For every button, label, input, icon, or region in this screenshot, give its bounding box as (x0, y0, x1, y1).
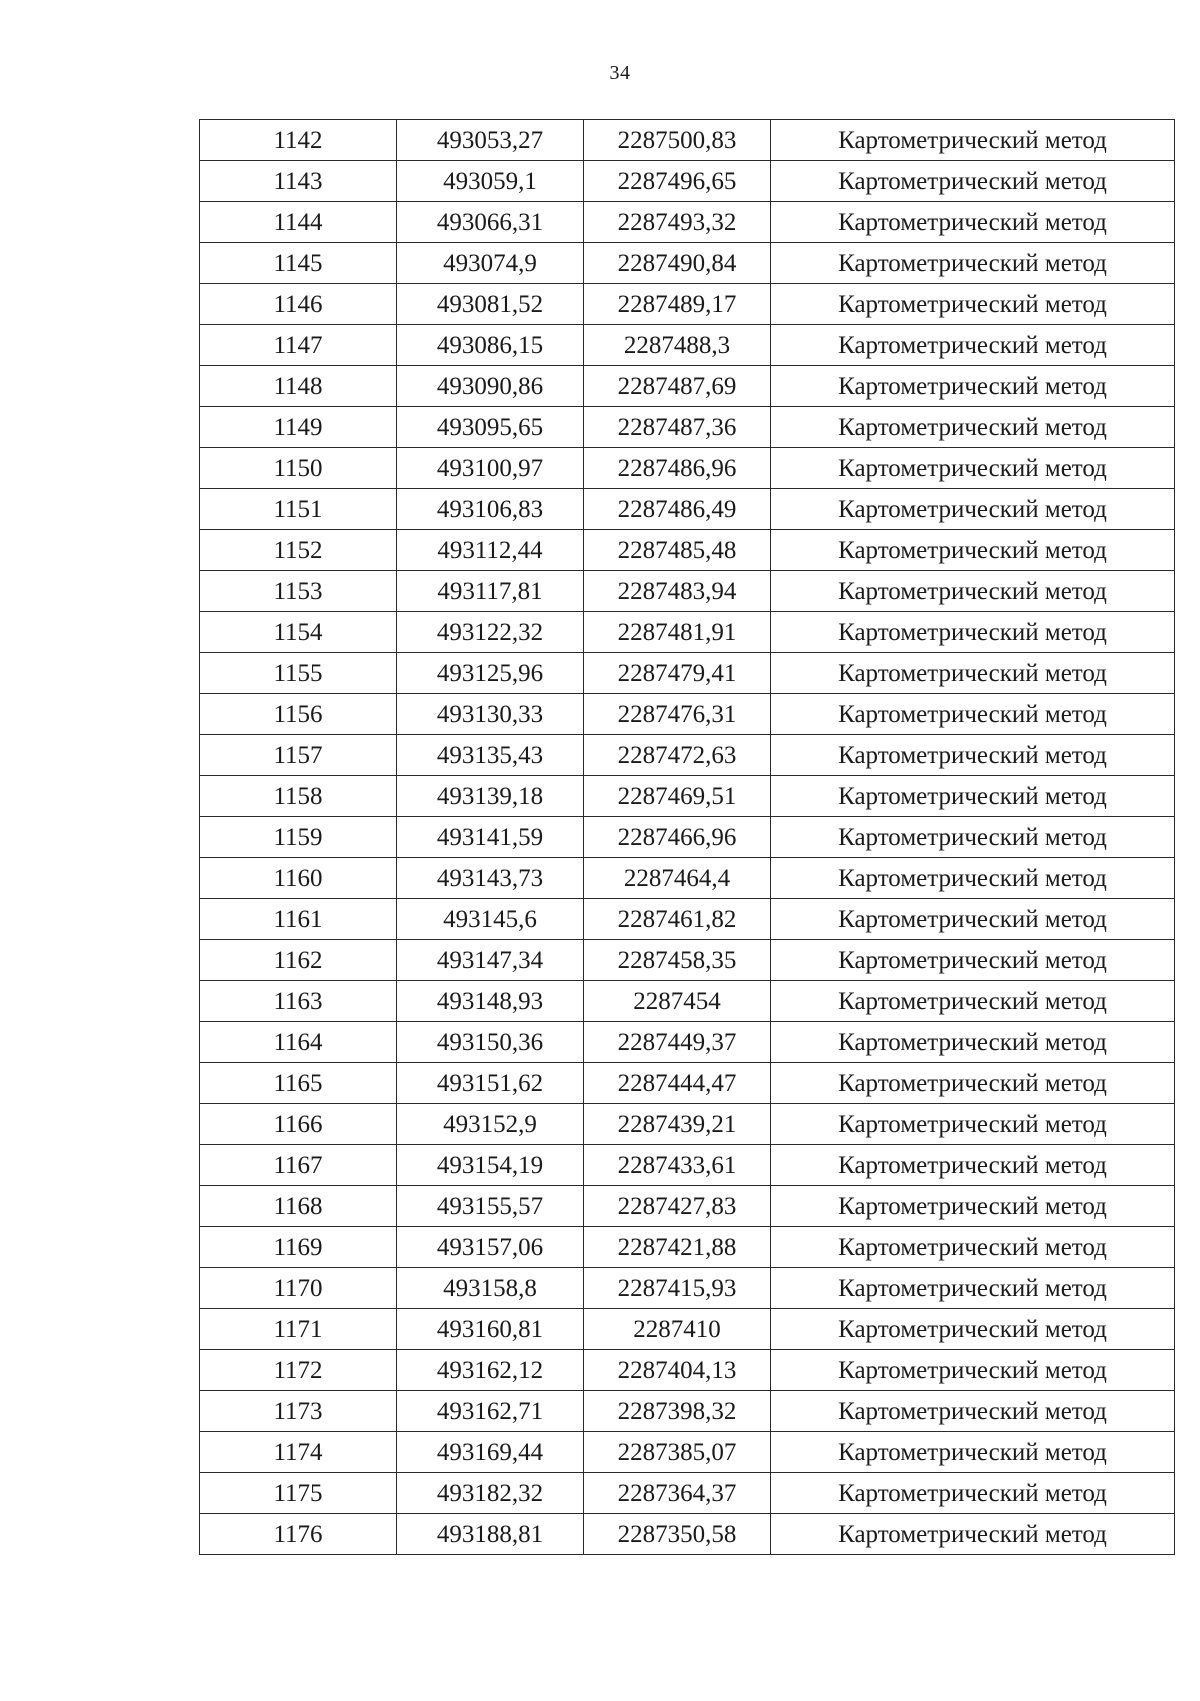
point-number-cell: 1146 (200, 284, 397, 325)
x-coordinate-cell: 493095,65 (397, 407, 584, 448)
point-number-cell: 1174 (200, 1432, 397, 1473)
y-coordinate-cell: 2287449,37 (584, 1022, 771, 1063)
y-coordinate-cell: 2287469,51 (584, 776, 771, 817)
method-cell: Картометрический метод (771, 1391, 1175, 1432)
point-number-cell: 1172 (200, 1350, 397, 1391)
table-row (200, 366, 1175, 407)
x-coordinate-cell: 493074,9 (397, 243, 584, 284)
x-coordinate-cell: 493081,52 (397, 284, 584, 325)
point-number-cell: 1149 (200, 407, 397, 448)
table-row (200, 1063, 1175, 1104)
x-coordinate-cell: 493160,81 (397, 1309, 584, 1350)
method-cell: Картометрический метод (771, 489, 1175, 530)
point-number-cell: 1176 (200, 1514, 397, 1555)
method-cell: Картометрический метод (771, 1227, 1175, 1268)
x-coordinate-cell: 493158,8 (397, 1268, 584, 1309)
table-row (200, 940, 1175, 981)
method-cell: Картометрический метод (771, 1432, 1175, 1473)
method-cell: Картометрический метод (771, 202, 1175, 243)
point-number-cell: 1153 (200, 571, 397, 612)
method-cell: Картометрический метод (771, 571, 1175, 612)
point-number-cell: 1142 (200, 120, 397, 161)
table-row (200, 1104, 1175, 1145)
table-row (200, 1391, 1175, 1432)
x-coordinate-cell: 493125,96 (397, 653, 584, 694)
x-coordinate-cell: 493053,27 (397, 120, 584, 161)
point-number-cell: 1144 (200, 202, 397, 243)
method-cell: Картометрический метод (771, 981, 1175, 1022)
y-coordinate-cell: 2287481,91 (584, 612, 771, 653)
point-number-cell: 1173 (200, 1391, 397, 1432)
point-number-cell: 1152 (200, 530, 397, 571)
table-row (200, 1022, 1175, 1063)
x-coordinate-cell: 493147,34 (397, 940, 584, 981)
y-coordinate-cell: 2287421,88 (584, 1227, 771, 1268)
y-coordinate-cell: 2287466,96 (584, 817, 771, 858)
point-number-cell: 1160 (200, 858, 397, 899)
y-coordinate-cell: 2287485,48 (584, 530, 771, 571)
method-cell: Картометрический метод (771, 817, 1175, 858)
table-row (200, 1145, 1175, 1186)
table-row (200, 530, 1175, 571)
y-coordinate-cell: 2287398,32 (584, 1391, 771, 1432)
method-cell: Картометрический метод (771, 1186, 1175, 1227)
y-coordinate-cell: 2287479,41 (584, 653, 771, 694)
x-coordinate-cell: 493066,31 (397, 202, 584, 243)
method-cell: Картометрический метод (771, 448, 1175, 489)
x-coordinate-cell: 493169,44 (397, 1432, 584, 1473)
coordinates-table-body (200, 120, 1175, 1555)
x-coordinate-cell: 493162,71 (397, 1391, 584, 1432)
x-coordinate-cell: 493155,57 (397, 1186, 584, 1227)
method-cell: Картометрический метод (771, 407, 1175, 448)
point-number-cell: 1171 (200, 1309, 397, 1350)
table-row (200, 284, 1175, 325)
table-row (200, 202, 1175, 243)
x-coordinate-cell: 493135,43 (397, 735, 584, 776)
table-row (200, 858, 1175, 899)
y-coordinate-cell: 2287500,83 (584, 120, 771, 161)
x-coordinate-cell: 493106,83 (397, 489, 584, 530)
coordinates-table (199, 119, 1175, 1555)
method-cell: Картометрический метод (771, 161, 1175, 202)
y-coordinate-cell: 2287472,63 (584, 735, 771, 776)
x-coordinate-cell: 493152,9 (397, 1104, 584, 1145)
point-number-cell: 1145 (200, 243, 397, 284)
x-coordinate-cell: 493100,97 (397, 448, 584, 489)
method-cell: Картометрический метод (771, 1309, 1175, 1350)
point-number-cell: 1157 (200, 735, 397, 776)
method-cell: Картометрический метод (771, 1514, 1175, 1555)
table-row (200, 981, 1175, 1022)
x-coordinate-cell: 493130,33 (397, 694, 584, 735)
point-number-cell: 1147 (200, 325, 397, 366)
x-coordinate-cell: 493141,59 (397, 817, 584, 858)
table-row (200, 694, 1175, 735)
method-cell: Картометрический метод (771, 530, 1175, 571)
x-coordinate-cell: 493145,6 (397, 899, 584, 940)
x-coordinate-cell: 493090,86 (397, 366, 584, 407)
table-row (200, 1186, 1175, 1227)
x-coordinate-cell: 493139,18 (397, 776, 584, 817)
x-coordinate-cell: 493162,12 (397, 1350, 584, 1391)
point-number-cell: 1163 (200, 981, 397, 1022)
x-coordinate-cell: 493148,93 (397, 981, 584, 1022)
y-coordinate-cell: 2287427,83 (584, 1186, 771, 1227)
y-coordinate-cell: 2287488,3 (584, 325, 771, 366)
x-coordinate-cell: 493151,62 (397, 1063, 584, 1104)
y-coordinate-cell: 2287385,07 (584, 1432, 771, 1473)
point-number-cell: 1155 (200, 653, 397, 694)
x-coordinate-cell: 493122,32 (397, 612, 584, 653)
table-row (200, 1227, 1175, 1268)
method-cell: Картометрический метод (771, 776, 1175, 817)
x-coordinate-cell: 493059,1 (397, 161, 584, 202)
point-number-cell: 1162 (200, 940, 397, 981)
method-cell: Картометрический метод (771, 1063, 1175, 1104)
y-coordinate-cell: 2287410 (584, 1309, 771, 1350)
point-number-cell: 1167 (200, 1145, 397, 1186)
table-row (200, 653, 1175, 694)
point-number-cell: 1143 (200, 161, 397, 202)
y-coordinate-cell: 2287350,58 (584, 1514, 771, 1555)
y-coordinate-cell: 2287464,4 (584, 858, 771, 899)
x-coordinate-cell: 493143,73 (397, 858, 584, 899)
point-number-cell: 1170 (200, 1268, 397, 1309)
y-coordinate-cell: 2287493,32 (584, 202, 771, 243)
method-cell: Картометрический метод (771, 120, 1175, 161)
y-coordinate-cell: 2287490,84 (584, 243, 771, 284)
y-coordinate-cell: 2287486,96 (584, 448, 771, 489)
y-coordinate-cell: 2287454 (584, 981, 771, 1022)
point-number-cell: 1166 (200, 1104, 397, 1145)
y-coordinate-cell: 2287415,93 (584, 1268, 771, 1309)
table-row (200, 1432, 1175, 1473)
table-row (200, 1514, 1175, 1555)
table-row (200, 448, 1175, 489)
method-cell: Картометрический метод (771, 366, 1175, 407)
table-row (200, 612, 1175, 653)
y-coordinate-cell: 2287496,65 (584, 161, 771, 202)
table-row (200, 1309, 1175, 1350)
y-coordinate-cell: 2287461,82 (584, 899, 771, 940)
table-row (200, 325, 1175, 366)
point-number-cell: 1165 (200, 1063, 397, 1104)
y-coordinate-cell: 2287487,69 (584, 366, 771, 407)
method-cell: Картометрический метод (771, 1350, 1175, 1391)
x-coordinate-cell: 493086,15 (397, 325, 584, 366)
point-number-cell: 1169 (200, 1227, 397, 1268)
table-row (200, 571, 1175, 612)
table-row (200, 1473, 1175, 1514)
point-number-cell: 1159 (200, 817, 397, 858)
x-coordinate-cell: 493117,81 (397, 571, 584, 612)
point-number-cell: 1156 (200, 694, 397, 735)
method-cell: Картометрический метод (771, 1268, 1175, 1309)
method-cell: Картометрический метод (771, 1145, 1175, 1186)
point-number-cell: 1154 (200, 612, 397, 653)
point-number-cell: 1150 (200, 448, 397, 489)
y-coordinate-cell: 2287487,36 (584, 407, 771, 448)
y-coordinate-cell: 2287489,17 (584, 284, 771, 325)
method-cell: Картометрический метод (771, 858, 1175, 899)
x-coordinate-cell: 493188,81 (397, 1514, 584, 1555)
y-coordinate-cell: 2287476,31 (584, 694, 771, 735)
point-number-cell: 1161 (200, 899, 397, 940)
method-cell: Картометрический метод (771, 1473, 1175, 1514)
method-cell: Картометрический метод (771, 1022, 1175, 1063)
point-number-cell: 1164 (200, 1022, 397, 1063)
page-number: 34 (609, 62, 631, 84)
method-cell: Картометрический метод (771, 653, 1175, 694)
table-row (200, 1268, 1175, 1309)
table-row (200, 489, 1175, 530)
method-cell: Картометрический метод (771, 325, 1175, 366)
method-cell: Картометрический метод (771, 1104, 1175, 1145)
point-number-cell: 1148 (200, 366, 397, 407)
y-coordinate-cell: 2287433,61 (584, 1145, 771, 1186)
table-row (200, 817, 1175, 858)
point-number-cell: 1175 (200, 1473, 397, 1514)
table-row (200, 243, 1175, 284)
y-coordinate-cell: 2287439,21 (584, 1104, 771, 1145)
table-row (200, 407, 1175, 448)
x-coordinate-cell: 493182,32 (397, 1473, 584, 1514)
point-number-cell: 1151 (200, 489, 397, 530)
method-cell: Картометрический метод (771, 612, 1175, 653)
table-row (200, 1350, 1175, 1391)
table-row (200, 899, 1175, 940)
y-coordinate-cell: 2287444,47 (584, 1063, 771, 1104)
method-cell: Картометрический метод (771, 243, 1175, 284)
x-coordinate-cell: 493150,36 (397, 1022, 584, 1063)
point-number-cell: 1168 (200, 1186, 397, 1227)
y-coordinate-cell: 2287486,49 (584, 489, 771, 530)
y-coordinate-cell: 2287364,37 (584, 1473, 771, 1514)
table-row (200, 735, 1175, 776)
y-coordinate-cell: 2287483,94 (584, 571, 771, 612)
method-cell: Картометрический метод (771, 284, 1175, 325)
y-coordinate-cell: 2287458,35 (584, 940, 771, 981)
method-cell: Картометрический метод (771, 735, 1175, 776)
table-row (200, 776, 1175, 817)
x-coordinate-cell: 493157,06 (397, 1227, 584, 1268)
method-cell: Картометрический метод (771, 899, 1175, 940)
x-coordinate-cell: 493112,44 (397, 530, 584, 571)
method-cell: Картометрический метод (771, 694, 1175, 735)
point-number-cell: 1158 (200, 776, 397, 817)
y-coordinate-cell: 2287404,13 (584, 1350, 771, 1391)
x-coordinate-cell: 493154,19 (397, 1145, 584, 1186)
table-row (200, 161, 1175, 202)
method-cell: Картометрический метод (771, 940, 1175, 981)
table-row (200, 120, 1175, 161)
